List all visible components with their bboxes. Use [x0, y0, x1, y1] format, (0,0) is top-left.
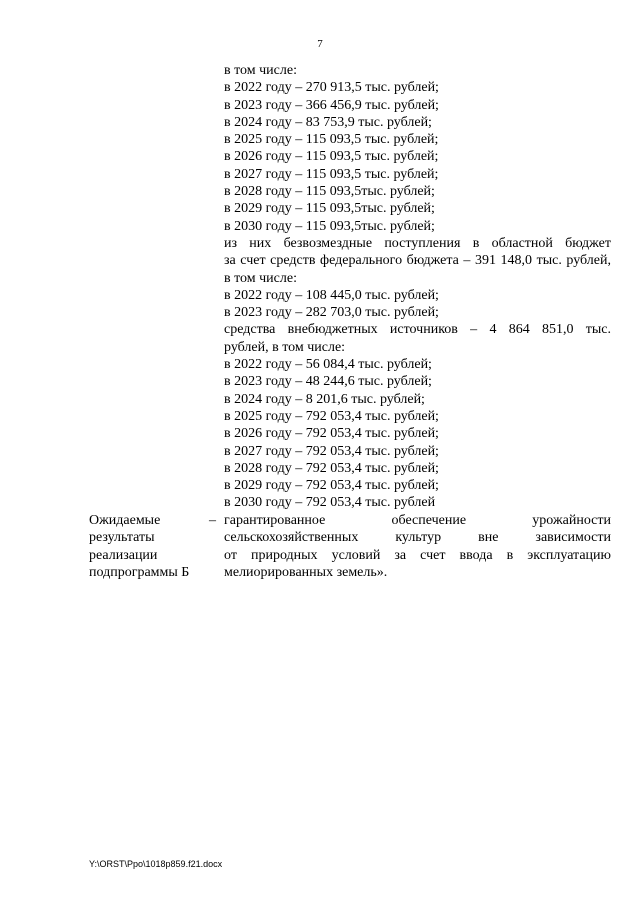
results-label [89, 512, 215, 581]
results-text-line: мелиорированных земель». [224, 564, 388, 580]
funding-line: в 2022 году – 108 445,0 тыс. рублей; [224, 287, 439, 303]
results-label-line: результаты [89, 530, 155, 546]
funding-line: в 2023 году – 366 456,9 тыс. рублей; [224, 97, 439, 113]
results-label-line: Ожидаемые [89, 513, 161, 528]
results-text-line: гарантированное обеспечение урожайности [224, 513, 611, 528]
results-text-line: сельскохозяйственных культур вне зависимости [224, 530, 611, 546]
file-path-footer: Y:\ORST\Ppo\1018p859.f21.docx [89, 859, 223, 869]
results-label-line: реализации [89, 547, 158, 563]
results-text-line: от природных условий за счет ввода в эксплуатацию [224, 547, 611, 563]
extrabudget-paragraph-line: средства внебюджетных источников – 4 864 851,0 тыс. [224, 322, 611, 338]
page-number: 7 [317, 38, 323, 50]
funding-line: в 2029 году – 115 093,5тыс. рублей; [224, 201, 435, 217]
extrabudget-paragraph-line: рублей, в том числе: [224, 339, 346, 355]
funding-line: в 2025 году – 792 053,4 тыс. рублей; [224, 408, 439, 424]
funding-line: в 2028 году – 115 093,5тыс. рублей; [224, 184, 435, 200]
funding-line: в 2028 году – 792 053,4 тыс. рублей; [224, 460, 439, 476]
funding-line: в 2026 году – 115 093,5 тыс. рублей; [224, 149, 439, 165]
funding-line: в 2023 году – 282 703,0 тыс. рублей; [224, 305, 439, 321]
funding-line: в 2023 году – 48 244,6 тыс. рублей; [224, 374, 432, 390]
funding-line: в 2027 году – 792 053,4 тыс. рублей; [224, 443, 439, 459]
federal-paragraph-line: в том числе: [224, 270, 297, 286]
funding-line: в 2030 году – 115 093,5тыс. рублей; [224, 218, 435, 234]
funding-line: в 2027 году – 115 093,5 тыс. рублей; [224, 166, 439, 182]
results-dash: – [209, 513, 216, 528]
funding-line: в 2024 году – 83 753,9 тыс. рублей; [224, 114, 432, 130]
results-label-line: подпрограммы Б [89, 564, 190, 580]
funding-line: в 2025 году – 115 093,5 тыс. рублей; [224, 132, 439, 148]
federal-paragraph-line: за счет средств федерального бюджета – 391 148,0 тыс. рублей, [224, 253, 611, 269]
funding-block [224, 62, 611, 512]
funding-line: в 2030 году – 792 053,4 тыс. рублей [224, 495, 436, 511]
funding-line: в 2022 году – 56 084,4 тыс. рублей; [224, 357, 432, 373]
funding-line: в 2022 году – 270 913,5 тыс. рублей; [224, 80, 439, 96]
results-text [224, 512, 611, 581]
funding-line: в 2026 году – 792 053,4 тыс. рублей; [224, 426, 439, 442]
funding-line: в том числе: [224, 63, 297, 78]
federal-paragraph-line: из них безвозмездные поступления в областной бюджет [224, 235, 611, 251]
funding-line: в 2024 году – 8 201,6 тыс. рублей; [224, 391, 425, 407]
funding-line: в 2029 году – 792 053,4 тыс. рублей; [224, 478, 439, 494]
